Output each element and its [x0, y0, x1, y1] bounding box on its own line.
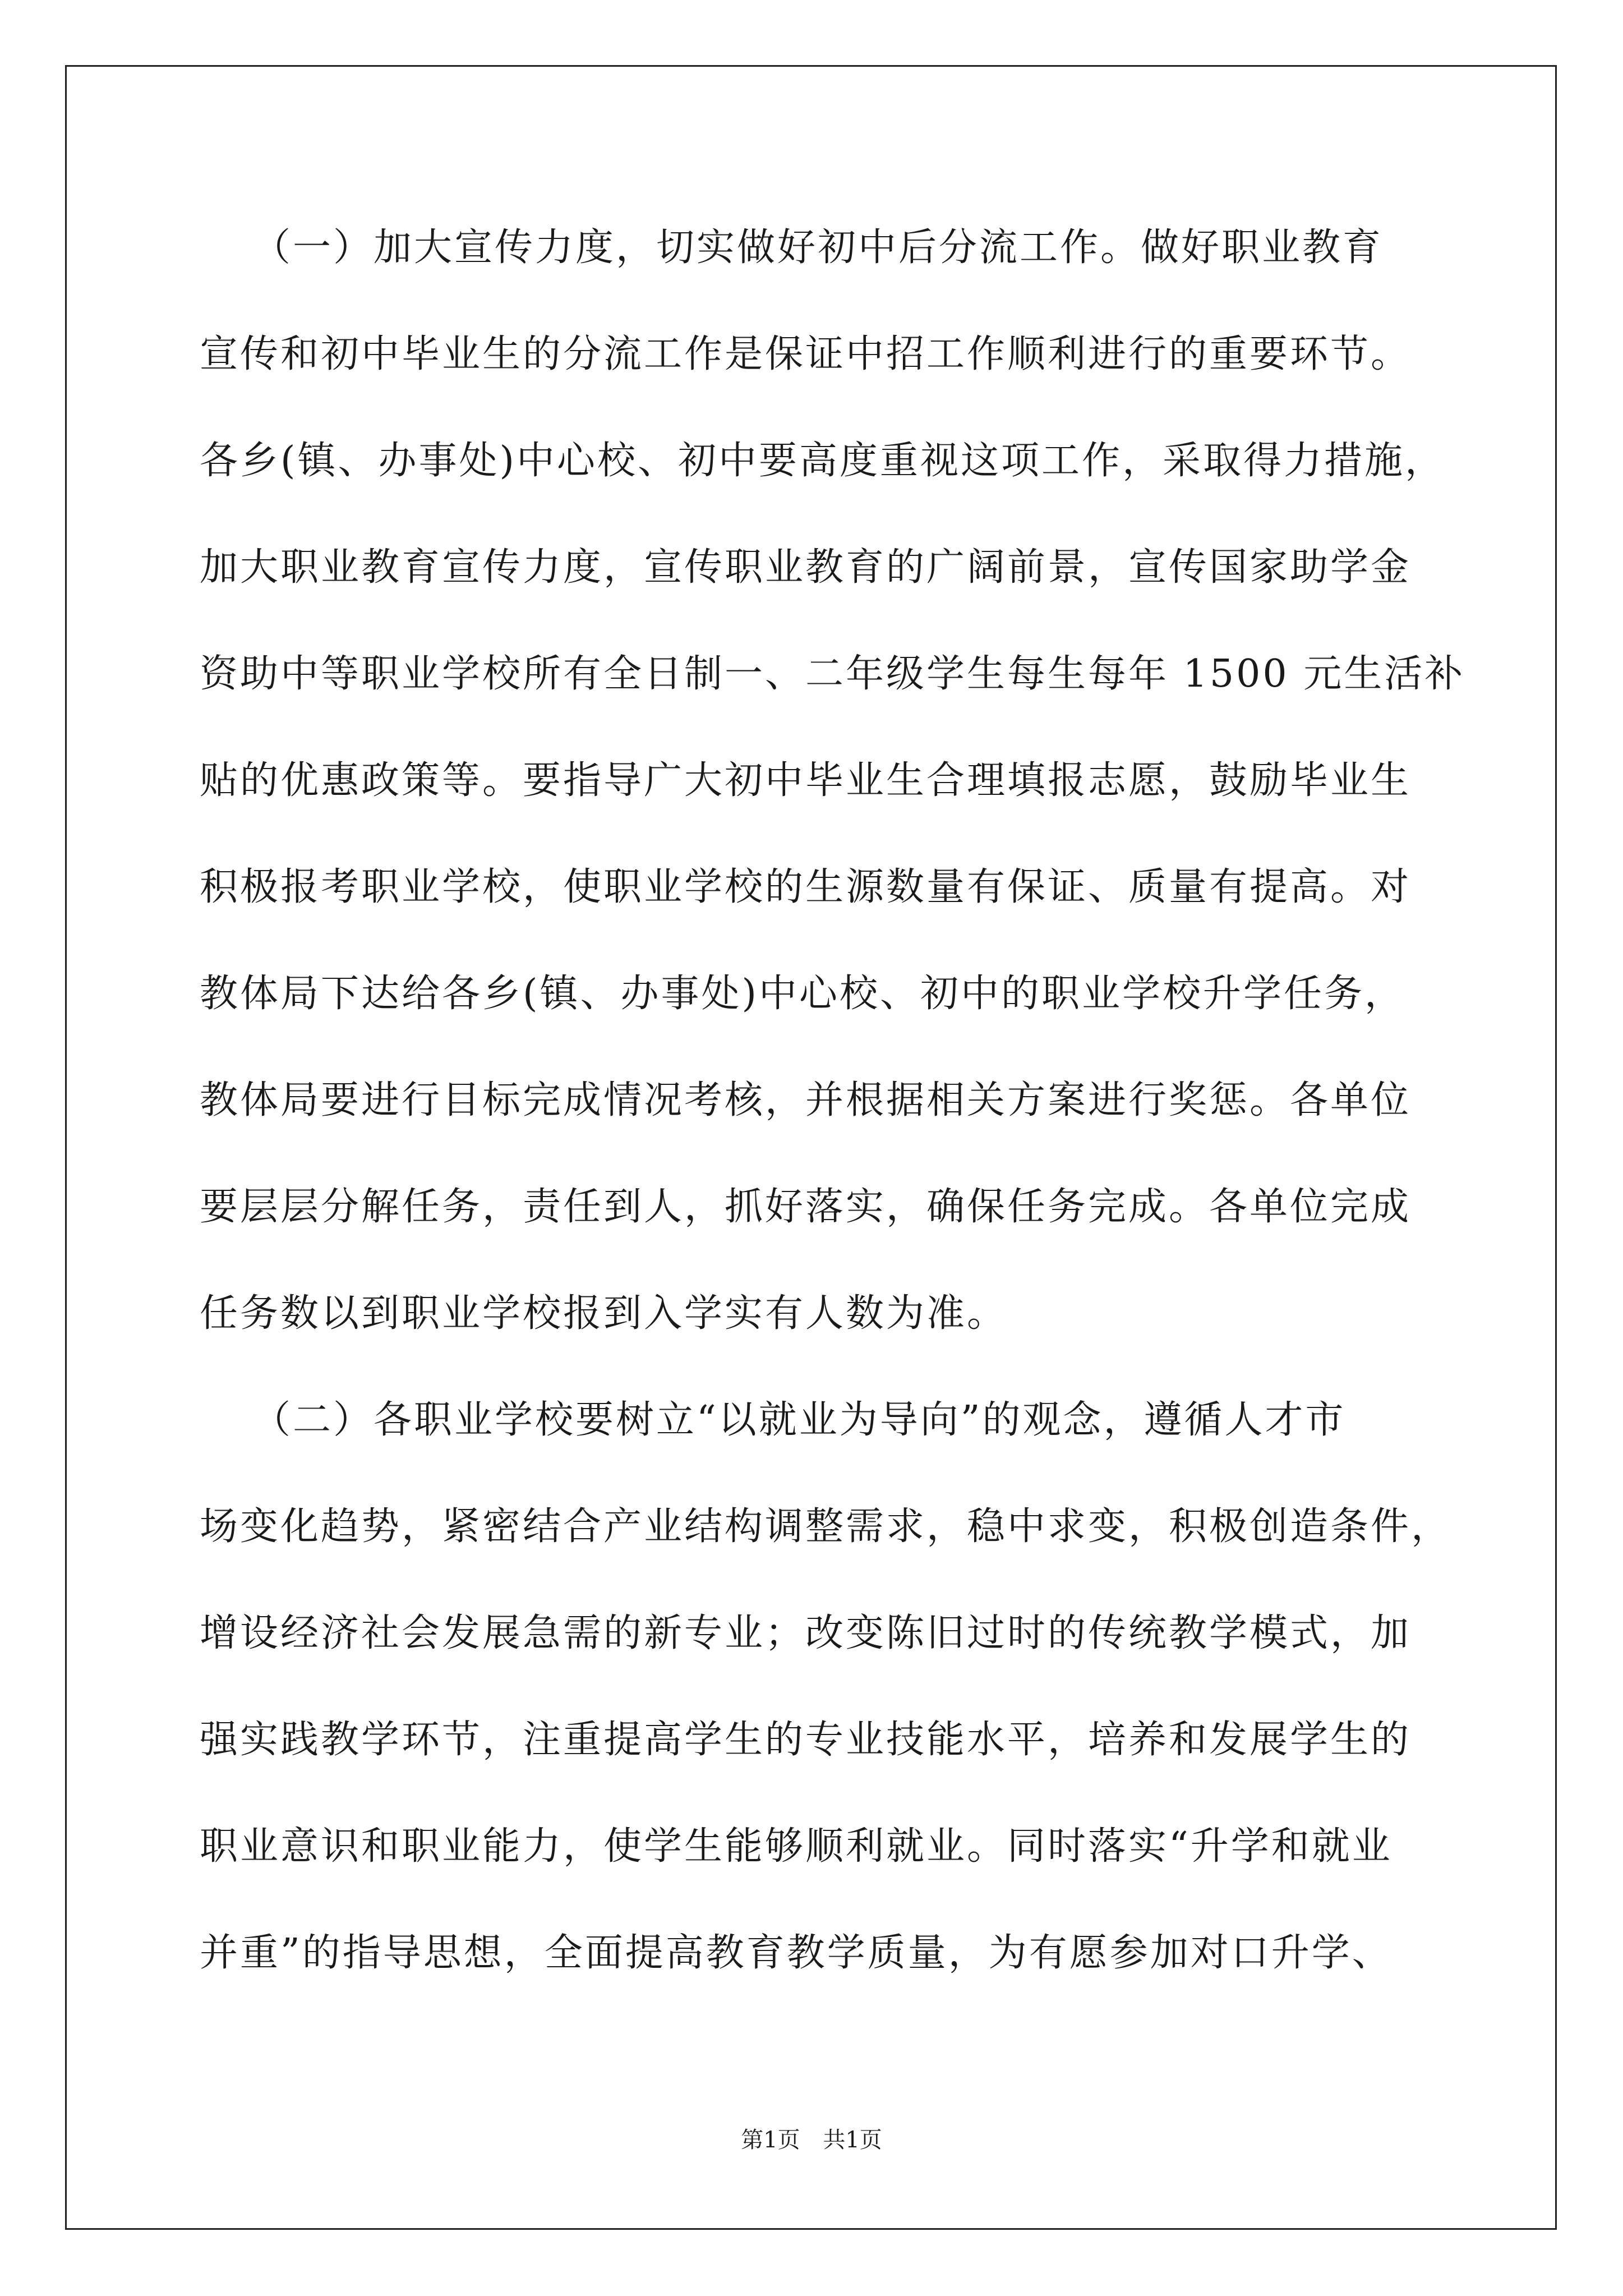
- paragraph-1-line-5: 资助中等职业学校所有全日制一、二年级学生每生每年 1500 元生活补: [200, 652, 1465, 696]
- page-number: 第1页: [741, 2127, 800, 2153]
- paragraph-1-line-9: 教体局要进行目标完成情况考核，并根据相关方案进行奖惩。各单位: [200, 1078, 1412, 1122]
- paragraph-1-line-11: 任务数以到职业学校报到入学实有人数为准。: [200, 1291, 1008, 1336]
- paragraph-1-line-6: 贴的优惠政策等。要指导广大初中毕业生合理填报志愿，鼓励毕业生: [200, 758, 1412, 803]
- paragraph-1-line-3: 各乡(镇、办事处)中心校、初中要高度重视这项工作，采取得力措施，: [200, 439, 1446, 483]
- paragraph-2-line-4: 强实践教学环节，注重提高学生的专业技能水平，培养和发展学生的: [200, 1718, 1412, 1762]
- page-border: [65, 65, 1557, 2230]
- paragraph-2-line-2: 场变化趋势，紧密结合产业结构调整需求，稳中求变，积极创造条件，: [200, 1504, 1452, 1549]
- paragraph-1-line-8: 教体局下达给各乡(镇、办事处)中心校、初中的职业学校升学任务，: [200, 972, 1405, 1016]
- paragraph-2-line-3: 增设经济社会发展急需的新专业；改变陈旧过时的传统教学模式，加: [200, 1611, 1412, 1655]
- paragraph-2-line-1: （二）各职业学校要树立“以就业为导向”的观念，遵循人才市: [252, 1398, 1346, 1442]
- paragraph-2-line-5: 职业意识和职业能力，使学生能够顺利就业。同时落实“升学和就业: [200, 1824, 1393, 1869]
- paragraph-1-line-7: 积极报考职业学校，使职业学校的生源数量有保证、质量有提高。对: [200, 865, 1412, 909]
- page-footer: [0, 2129, 1623, 2151]
- paragraph-1-line-4: 加大职业教育宣传力度，宣传职业教育的广阔前景，宣传国家助学金: [200, 545, 1412, 590]
- paragraph-2-line-6: 并重”的指导思想，全面提高教育教学质量，为有愿参加对口升学、: [200, 1931, 1393, 1975]
- paragraph-1-line-1: （一）加大宣传力度，切实做好初中后分流工作。做好职业教育: [252, 226, 1384, 270]
- paragraph-1-line-2: 宣传和初中毕业生的分流工作是保证中招工作顺利进行的重要环节。: [200, 332, 1412, 376]
- paragraph-1-line-10: 要层层分解任务，责任到人，抓好落实，确保任务完成。各单位完成: [200, 1185, 1412, 1229]
- page-total: 共1页: [823, 2127, 882, 2153]
